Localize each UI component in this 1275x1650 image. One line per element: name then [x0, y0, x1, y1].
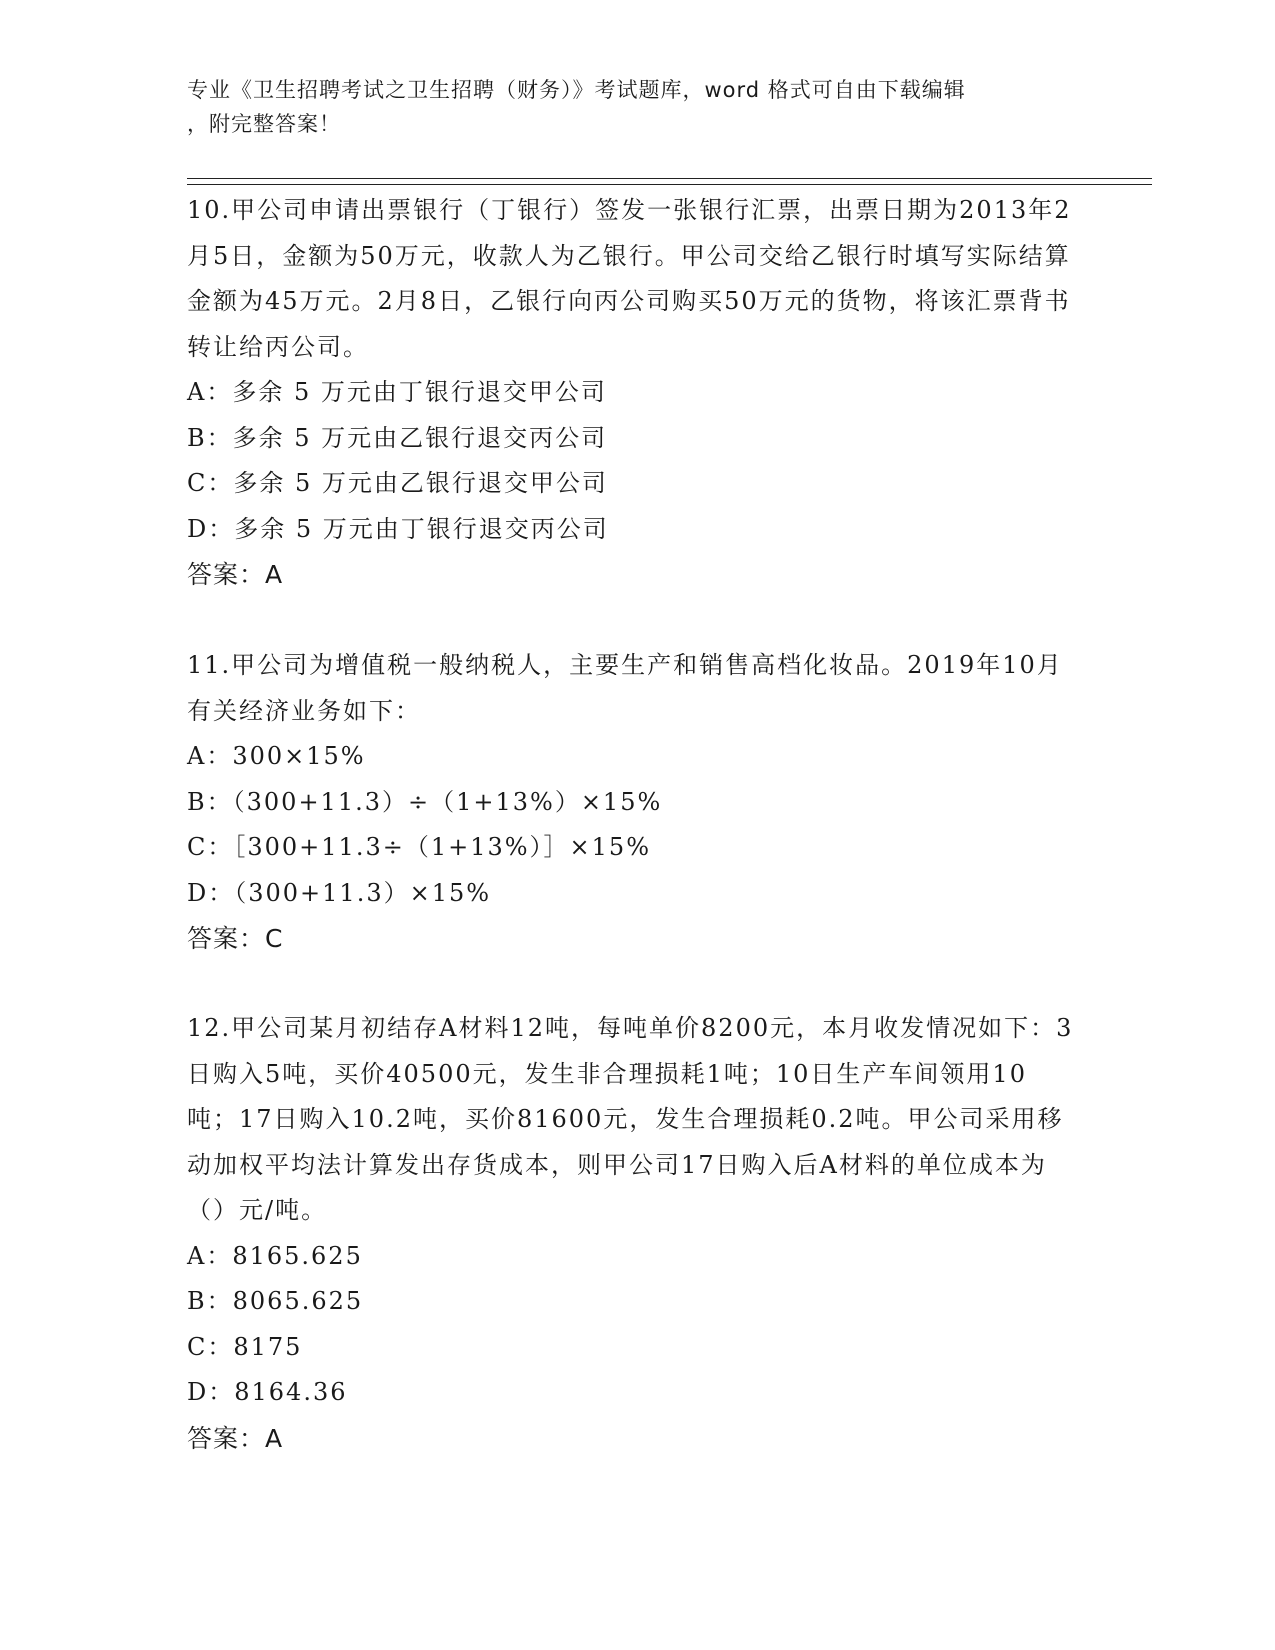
option-d: D：多余 5 万元由丁银行退交丙公司 — [187, 514, 609, 543]
answer: 答案：C — [187, 924, 284, 953]
option-c: C：8175 — [187, 1332, 303, 1361]
option-b: B：8065.625 — [187, 1287, 364, 1315]
header-divider-bottom — [187, 184, 1152, 185]
header-line-1: 专业《卫生招聘考试之卫生招聘（财务）》考试题库，word 格式可自由下载编辑 — [187, 78, 966, 102]
document-header — [187, 73, 1067, 141]
option-c: C：［300+11.3÷（1+13%）］×15% — [187, 833, 652, 861]
option-b: B：（300+11.3）÷（1+13%）×15% — [187, 787, 663, 816]
option-d: D：8164.36 — [187, 1378, 348, 1406]
header-line-2: ，附完整答案！ — [187, 112, 341, 136]
question-11 — [187, 643, 1077, 962]
option-c: C：多余 5 万元由乙银行退交甲公司 — [187, 469, 608, 497]
question-10 — [187, 188, 1077, 598]
option-a: A：300×15% — [187, 742, 366, 770]
question-12 — [187, 1006, 1077, 1462]
option-a: A：多余 5 万元由丁银行退交甲公司 — [187, 378, 607, 406]
question-text: 12.甲公司某月初结存A材料12吨，每吨单价8200元，本月收发情况如下：3日购入5吨，买价40500元，发生非合理损耗1吨；10日生产车间领用10吨；17日购入10.2吨，买价81600元，发生合理损耗0.2吨。甲公司采用移动加权平均法计算发出存货成本，则甲公司17日购入后A材料的单位成本为（）元/吨。 — [187, 1014, 1074, 1224]
option-b: B：多余 5 万元由乙银行退交丙公司 — [187, 423, 608, 452]
question-text: 10.甲公司申请出票银行（丁银行）签发一张银行汇票，出票日期为2013年2月5日，金额为50万元，收款人为乙银行。甲公司交给乙银行时填写实际结算金额为45万元。2月8日，乙银行向丙公司购买50万元的货物，将该汇票背书转让给丙公司。 — [187, 196, 1072, 361]
question-text: 11.甲公司为增值税一般纳税人，主要生产和销售高档化妆品。2019年10月有关经济业务如下： — [187, 651, 1063, 725]
option-d: D：（300+11.3）×15% — [187, 878, 492, 907]
option-a: A：8165.625 — [187, 1241, 363, 1270]
answer: 答案：A — [187, 560, 284, 589]
header-divider-top — [187, 178, 1152, 179]
answer: 答案：A — [187, 1423, 284, 1453]
